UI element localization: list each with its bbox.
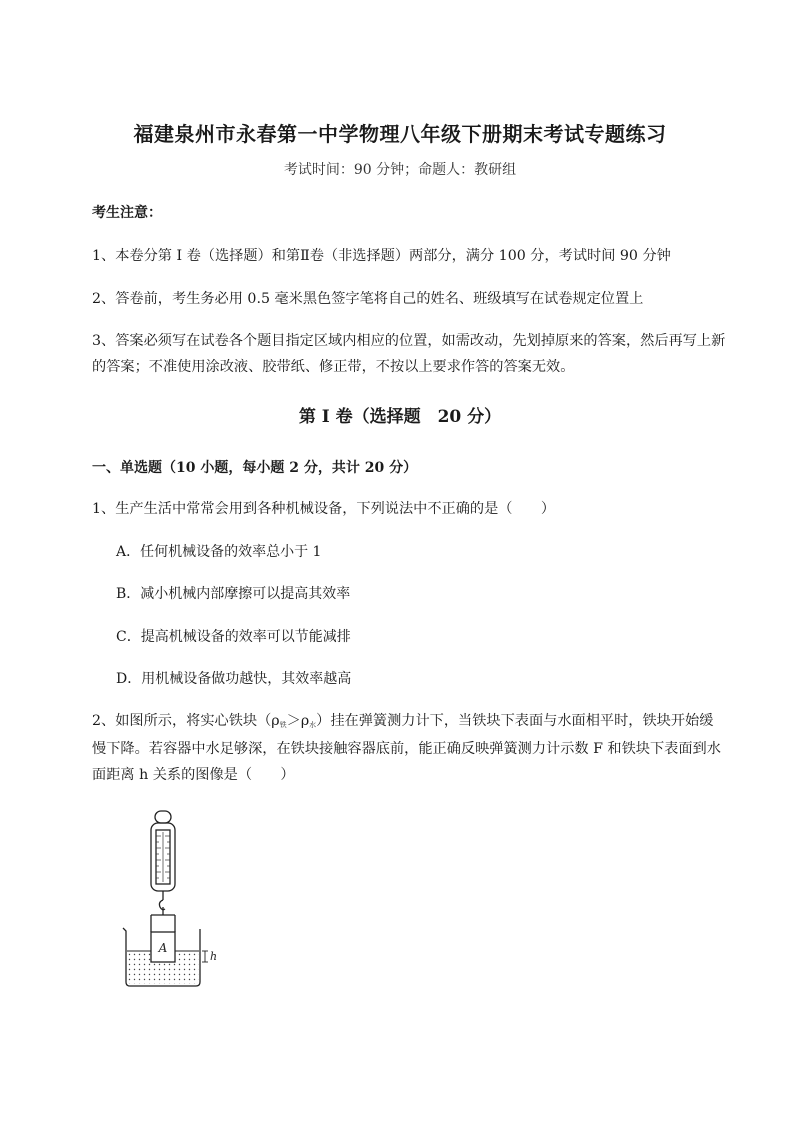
spring-scale-figure bbox=[118, 808, 228, 994]
question-2-line-1-start: 2、如图所示，将实心铁块（ρ bbox=[92, 713, 280, 729]
question-1-option-d: D．用机械设备做功越快，其效率越高 bbox=[116, 671, 352, 687]
depth-label: h bbox=[210, 950, 218, 963]
rho-water-subscript: 水 bbox=[309, 721, 317, 729]
rho-iron-subscript: 铁 bbox=[279, 721, 287, 729]
question-1-option-b: B．减小机械内部摩擦可以提高其效率 bbox=[116, 586, 351, 602]
question-2-line-3: 面距离 h 关系的图像是（ ） bbox=[92, 767, 295, 783]
block-label: A bbox=[158, 941, 168, 955]
question-2-line-1 bbox=[92, 710, 713, 730]
section-title: 第 I 卷（选择题 20 分） bbox=[298, 407, 502, 427]
exam-info: 考试时间：90 分钟；命题人：教研组 bbox=[283, 162, 517, 178]
question-1-option-a: A．任何机械设备的效率总小于 1 bbox=[116, 544, 322, 560]
question-group-title: 一、单选题（10 小题，每小题 2 分，共计 20 分） bbox=[92, 460, 418, 476]
notice-item-3: 3、答案必须写在试卷各个题目指定区域内相应的位置，如需改动，先划掉原来的答案，然后再写上新 bbox=[92, 333, 726, 349]
notice-heading: 考生注意： bbox=[92, 205, 162, 221]
notice-item-1: 1、本卷分第 I 卷（选择题）和第Ⅱ卷（非选择题）两部分，满分 100 分，考试时间 90 分钟 bbox=[92, 248, 671, 264]
page-title: 福建泉州市永春第一中学物理八年级下册期末考试专题练习 bbox=[133, 122, 667, 146]
notice-item-3-continued: 的答案；不准使用涂改液、胶带纸、修正带，不按以上要求作答的答案无效。 bbox=[92, 359, 575, 375]
question-2-line-2: 慢下降。若容器中水足够深，在铁块接触容器底前，能正确反映弹簧测力计示数 F 和铁块下表面到水 bbox=[92, 741, 721, 757]
rho-compare: ＞ρ bbox=[286, 713, 310, 729]
notice-item-2: 2、答卷前，考生务必用 0.5 毫米黑色签字笔将自己的姓名、班级填写在试卷规定位置上 bbox=[92, 291, 644, 307]
question-2-line-1-end: ）挂在弹簧测力计下，当铁块下表面与水面相平时，铁块开始缓 bbox=[316, 713, 714, 729]
question-1-stem: 1、生产生活中常常会用到各种机械设备，下列说法中不正确的是（ ） bbox=[92, 501, 556, 517]
question-1-option-c: C．提高机械设备的效率可以节能减排 bbox=[116, 629, 351, 645]
